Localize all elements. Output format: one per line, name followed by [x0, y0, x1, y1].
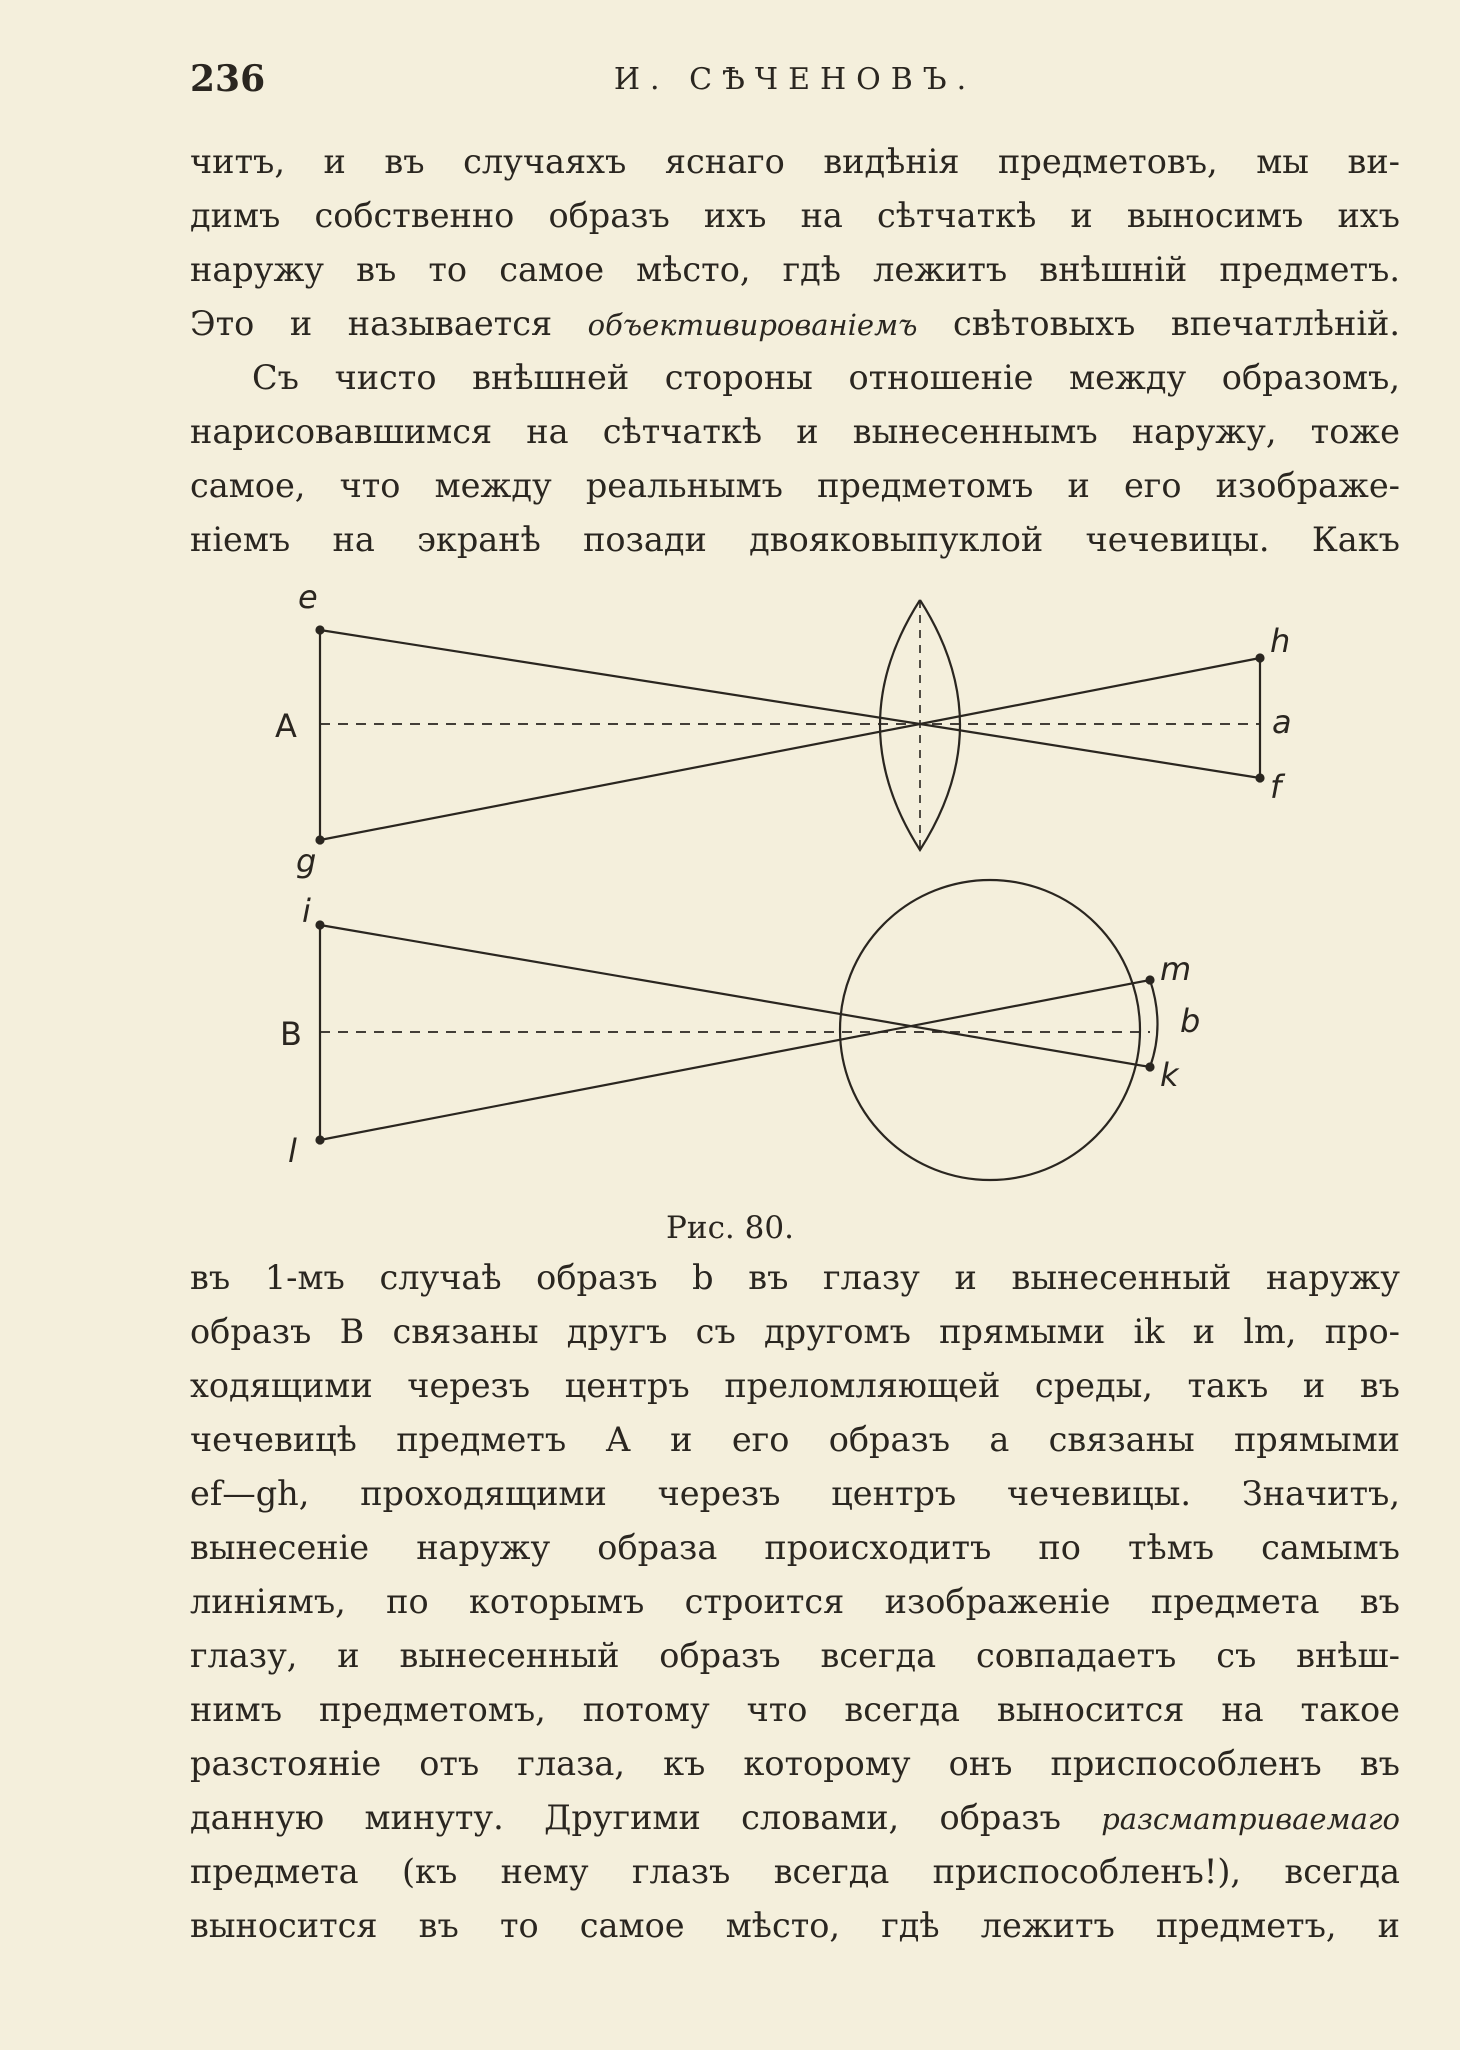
text-line-italic [190, 297, 1400, 351]
ray-line [320, 980, 1150, 1140]
point-k [1147, 1064, 1154, 1071]
text-fragment: свѣтовыхъ впечатлѣній. [953, 304, 1401, 343]
ray-line [320, 925, 1150, 1067]
text-line: выносится въ то самое мѣсто, гдѣ лежитъ предметъ, и [190, 1906, 1400, 1945]
figure-caption: Рис. 80. [666, 1210, 794, 1246]
text-line: читъ, и въ случаяхъ яснаго видѣнія предметовъ, мы ви- [190, 142, 1400, 181]
running-title: И. СѢЧЕНОВЪ. [613, 62, 977, 97]
label-g: g [296, 842, 317, 880]
text-fragment: Это и называется [190, 304, 553, 343]
point-l [317, 1137, 324, 1144]
figure-80-diagram [190, 578, 1292, 1200]
label-b: b [1180, 1002, 1201, 1040]
point-h [1257, 655, 1264, 662]
label-B: B [280, 1015, 302, 1053]
italic-term: объективированіемъ [587, 308, 918, 342]
text-line: чечевицѣ предметъ А и его образъ а связаны прямыми [190, 1420, 1400, 1459]
label-l: l [288, 1132, 297, 1170]
ray-line [920, 724, 1260, 778]
label-i: i [302, 892, 311, 930]
label-m: m [1160, 950, 1192, 988]
label-h: h [1270, 622, 1291, 660]
italic-term: разсматриваемаго [1101, 1802, 1400, 1836]
text-line: въ 1-мъ случаѣ образъ b въ глазу и вынесенный наружу [190, 1258, 1400, 1297]
label-A: A [275, 707, 297, 745]
text-line: глазу, и вынесенный образъ всегда совпадаетъ съ внѣш- [190, 1636, 1400, 1675]
text-line: нимъ предметомъ, потому что всегда выносится на такое [190, 1690, 1400, 1729]
text-line: предмета (къ нему глазъ всегда приспособленъ!), всегда [190, 1852, 1400, 1891]
text-bottom [190, 1251, 1400, 1953]
label-e: e [298, 578, 318, 616]
text-line: Съ чисто внѣшней стороны отношеніе между образомъ, [252, 358, 1400, 397]
text-line: ef—gh, проходящими черезъ центръ чечевицы. Значитъ, [190, 1474, 1400, 1513]
point-m [1147, 977, 1154, 984]
retina-image-b [1150, 980, 1158, 1067]
point-f [1257, 775, 1264, 782]
point-e [317, 627, 324, 634]
text-line: ніемъ на экранѣ позади двояковыпуклой чечевицы. Какъ [190, 520, 1400, 559]
page-number: 236 [190, 58, 266, 100]
text-line: самое, что между реальнымъ предметомъ и его изображе- [190, 466, 1400, 505]
label-a: a [1272, 703, 1292, 741]
ray-line [320, 724, 920, 840]
point-i [317, 922, 324, 929]
text-line: разстояніе отъ глаза, къ которому онъ приспособленъ въ [190, 1744, 1400, 1783]
point-g [317, 837, 324, 844]
text-line: димъ собственно образъ ихъ на сѣтчаткѣ и выносимъ ихъ [190, 196, 1400, 235]
text-line: ходящими черезъ центръ преломляющей среды, такъ и въ [190, 1366, 1400, 1405]
ray-line [920, 658, 1260, 724]
page-header [190, 58, 1400, 108]
text-fragment: данную минуту. Другими словами, образъ [190, 1798, 1061, 1837]
ray-line [320, 630, 920, 724]
text-line-italic [190, 1791, 1400, 1845]
text-line: вынесеніе наружу образа происходитъ по тѣмъ самымъ [190, 1528, 1400, 1567]
text-line: наружу въ то самое мѣсто, гдѣ лежитъ внѣшній предметъ. [190, 250, 1400, 289]
text-line: образъ В связаны другъ съ другомъ прямыми ik и lm, про- [190, 1312, 1400, 1351]
label-f: f [1270, 768, 1282, 806]
text-top [190, 135, 1400, 567]
label-k: k [1160, 1056, 1179, 1094]
text-line: нарисовавшимся на сѣтчаткѣ и вынесеннымъ наружу, тоже [190, 412, 1400, 451]
text-line: линіямъ, по которымъ строится изображеніе предмета въ [190, 1582, 1400, 1621]
